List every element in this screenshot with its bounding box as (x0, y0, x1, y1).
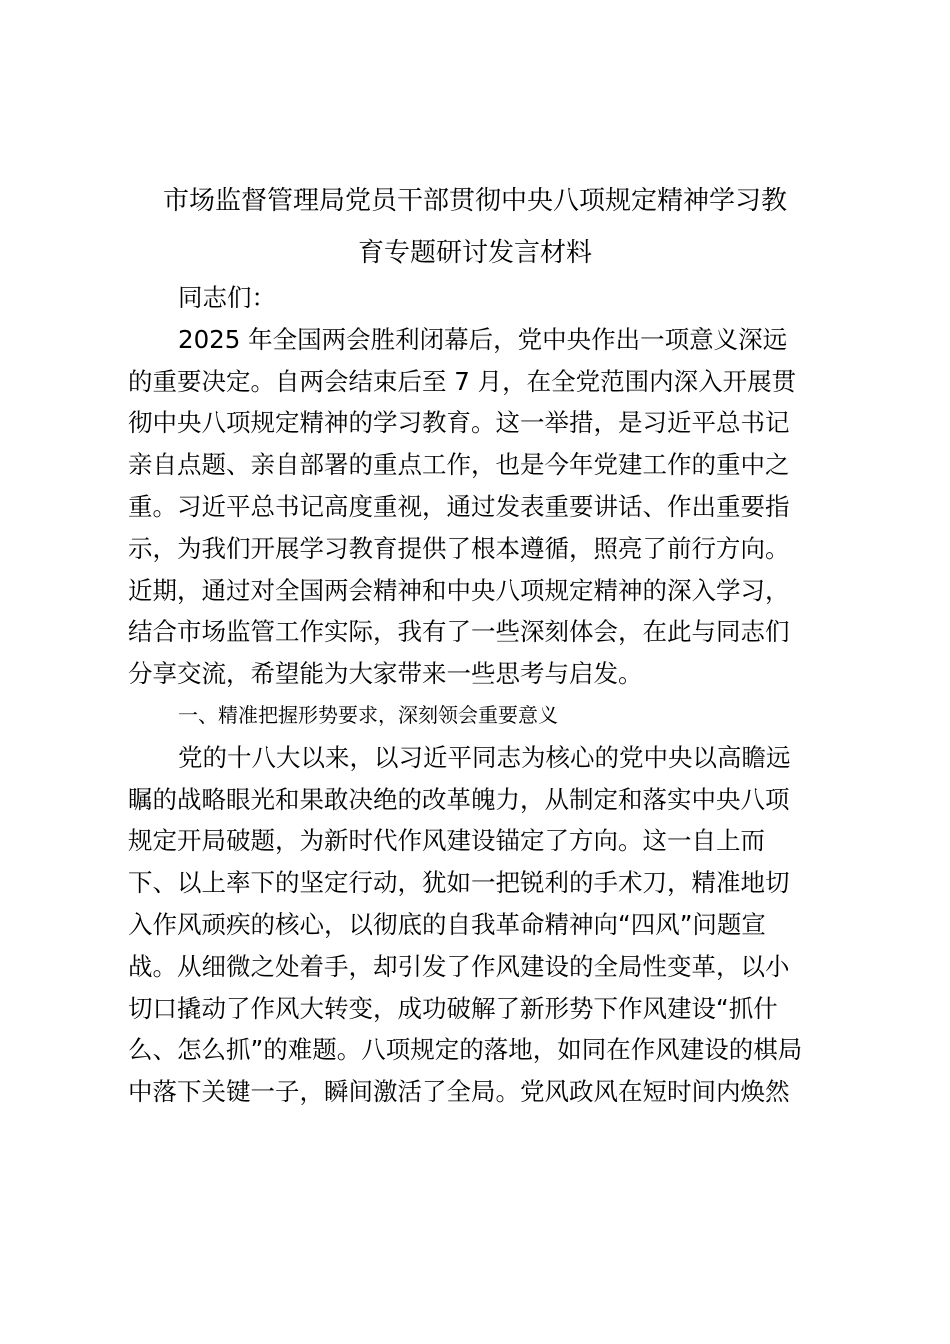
document-body (128, 277, 828, 1113)
section-line: 规定开局破题，为新时代作风建设锚定了方向。这一自上而 (128, 826, 765, 856)
paragraph-line: 彻中央八项规定精神的学习教育。这一举措，是习近平总书记 (128, 408, 790, 438)
section-line: 党的十八大以来，以习近平同志为核心的党中央以高瞻远 (178, 742, 791, 772)
paragraph-line: 的重要决定。自两会结束后至 7 月，在全党范围内深入开展贯 (128, 366, 797, 396)
paragraph-line: 重。习近平总书记高度重视，通过发表重要讲话、作出重要指 (128, 491, 790, 521)
section-line: 下、以上率下的坚定行动，犹如一把锐利的手术刀，精准地切 (128, 868, 790, 898)
document-title (100, 175, 850, 279)
section-line: 瞩的战略眼光和果敢决绝的改革魄力，从制定和落实中央八项 (128, 784, 790, 814)
paragraph-line: 示，为我们开展学习教育提供了根本遵循，照亮了前行方向。 (128, 533, 790, 563)
title-line-2: 育专题研讨发言材料 (357, 238, 592, 268)
paragraph-line: 2025 年全国两会胜利闭幕后，党中央作出一项意义深远 (178, 324, 788, 354)
section-line: 么、怎么抓”的难题。八项规定的落地，如同在作风建设的棋局 (128, 1035, 803, 1065)
title-line-1: 市场监督管理局党员干部贯彻中央八项规定精神学习教 (162, 186, 787, 216)
paragraph-line: 结合市场监管工作实际，我有了一些深刻体会，在此与同志们 (128, 617, 790, 647)
section-heading: 一、精准把握形势要求，深刻领会重要意义 (178, 702, 558, 727)
section-line: 战。从细微之处着手，却引发了作风建设的全局性变革，以小 (128, 951, 790, 981)
section-line: 中落下关键一子，瞬间激活了全局。党风政风在短时间内焕然 (128, 1077, 790, 1107)
paragraph-line: 分享交流，希望能为大家带来一些思考与启发。 (128, 659, 643, 689)
salutation: 同志们： (178, 283, 276, 312)
section-line: 入作风顽疾的核心，以彻底的自我革命精神向“四风”问题宣 (128, 909, 766, 939)
section-line: 切口撬动了作风大转变，成功破解了新形势下作风建设“抓什 (128, 993, 778, 1023)
paragraph-line: 近期，通过对全国两会精神和中央八项规定精神的深入学习， (128, 575, 790, 605)
paragraph-line: 亲自点题、亲自部署的重点工作，也是今年党建工作的重中之 (128, 450, 790, 480)
